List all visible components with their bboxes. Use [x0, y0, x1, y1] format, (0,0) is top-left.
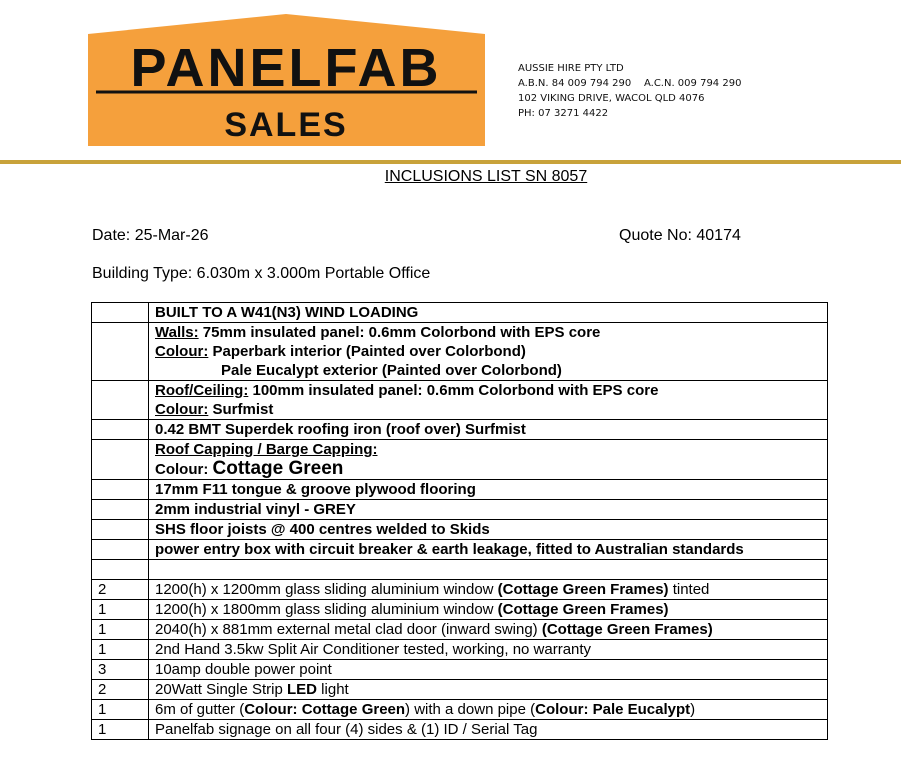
logo-subtitle: SALES — [224, 106, 348, 144]
wind-loading: BUILT TO A W41(N3) WIND LOADING — [149, 303, 828, 323]
item-qty: 2 — [92, 580, 149, 600]
roof-ceiling-spec: Roof/Ceiling: 100mm insulated panel: 0.6mm Colorbond with EPS core Colour: Surfmist — [149, 381, 828, 420]
company-registration: A.B.N. 84 009 794 290 A.C.N. 009 794 290 — [518, 78, 742, 89]
table-row — [92, 440, 828, 480]
table-row — [92, 620, 828, 640]
document-title: INCLUSIONS LIST SN 8057 — [384, 168, 588, 185]
table-row — [92, 600, 828, 620]
table-row — [92, 580, 828, 600]
table-row — [92, 381, 828, 420]
table-row — [92, 323, 828, 381]
table-row — [92, 520, 828, 540]
power-entry: power entry box with circuit breaker & earth leakage, fitted to Australian standards — [149, 540, 828, 560]
item-description: Panelfab signage on all four (4) sides & (1) ID / Serial Tag — [149, 720, 828, 740]
quote-number: Quote No: 40174 — [619, 227, 741, 244]
item-qty: 2 — [92, 680, 149, 700]
table-row — [92, 680, 828, 700]
item-description: 1200(h) x 1800mm glass sliding aluminium window (Cottage Green Frames) — [149, 600, 828, 620]
item-qty: 1 — [92, 720, 149, 740]
document-date: Date: 25-Mar-26 — [92, 227, 209, 244]
item-description: 1200(h) x 1200mm glass sliding aluminium window (Cottage Green Frames) tinted — [149, 580, 828, 600]
item-description: 10amp double power point — [149, 660, 828, 680]
flooring: 17mm F11 tongue & groove plywood flooring — [149, 480, 828, 500]
item-description: 20Watt Single Strip LED light — [149, 680, 828, 700]
table-row — [92, 500, 828, 520]
table-row — [92, 303, 828, 323]
floor-joists: SHS floor joists @ 400 centres welded to Skids — [149, 520, 828, 540]
item-description: 2nd Hand 3.5kw Split Air Conditioner tested, working, no warranty — [149, 640, 828, 660]
company-name: AUSSIE HIRE PTY LTD — [518, 63, 624, 74]
table-row — [92, 640, 828, 660]
item-qty: 1 — [92, 700, 149, 720]
panelfab-logo — [88, 12, 485, 146]
walls-spec: Walls: 75mm insulated panel: 0.6mm Colorbond with EPS core Colour: Paperbark interior (Painted over Colorbond) Pale Eucalypt exterior (Painted over Colorbond) — [149, 323, 828, 381]
table-row — [92, 480, 828, 500]
logo-wordmark: PANELFAB — [130, 38, 442, 98]
table-row — [92, 540, 828, 560]
vinyl: 2mm industrial vinyl - GREY — [149, 500, 828, 520]
item-qty: 1 — [92, 620, 149, 640]
table-row — [92, 560, 828, 580]
item-description: 2040(h) x 881mm external metal clad door (inward swing) (Cottage Green Frames) — [149, 620, 828, 640]
company-address: 102 VIKING DRIVE, WACOL QLD 4076 — [518, 93, 705, 104]
table-row — [92, 720, 828, 740]
table-row — [92, 660, 828, 680]
company-details — [518, 61, 741, 121]
item-qty: 1 — [92, 600, 149, 620]
item-qty: 3 — [92, 660, 149, 680]
table-row — [92, 420, 828, 440]
item-qty: 1 — [92, 640, 149, 660]
inclusions-table — [91, 302, 828, 740]
item-description: 6m of gutter (Colour: Cottage Green) with a down pipe (Colour: Pale Eucalypt) — [149, 700, 828, 720]
table-row — [92, 700, 828, 720]
company-phone: PH: 07 3271 4422 — [518, 108, 609, 119]
header-divider — [0, 160, 901, 164]
capping-spec: Roof Capping / Barge Capping: Colour: Cottage Green — [149, 440, 828, 480]
building-type: Building Type: 6.030m x 3.000m Portable Office — [92, 265, 431, 282]
roofing-iron: 0.42 BMT Superdek roofing iron (roof over) Surfmist — [149, 420, 828, 440]
